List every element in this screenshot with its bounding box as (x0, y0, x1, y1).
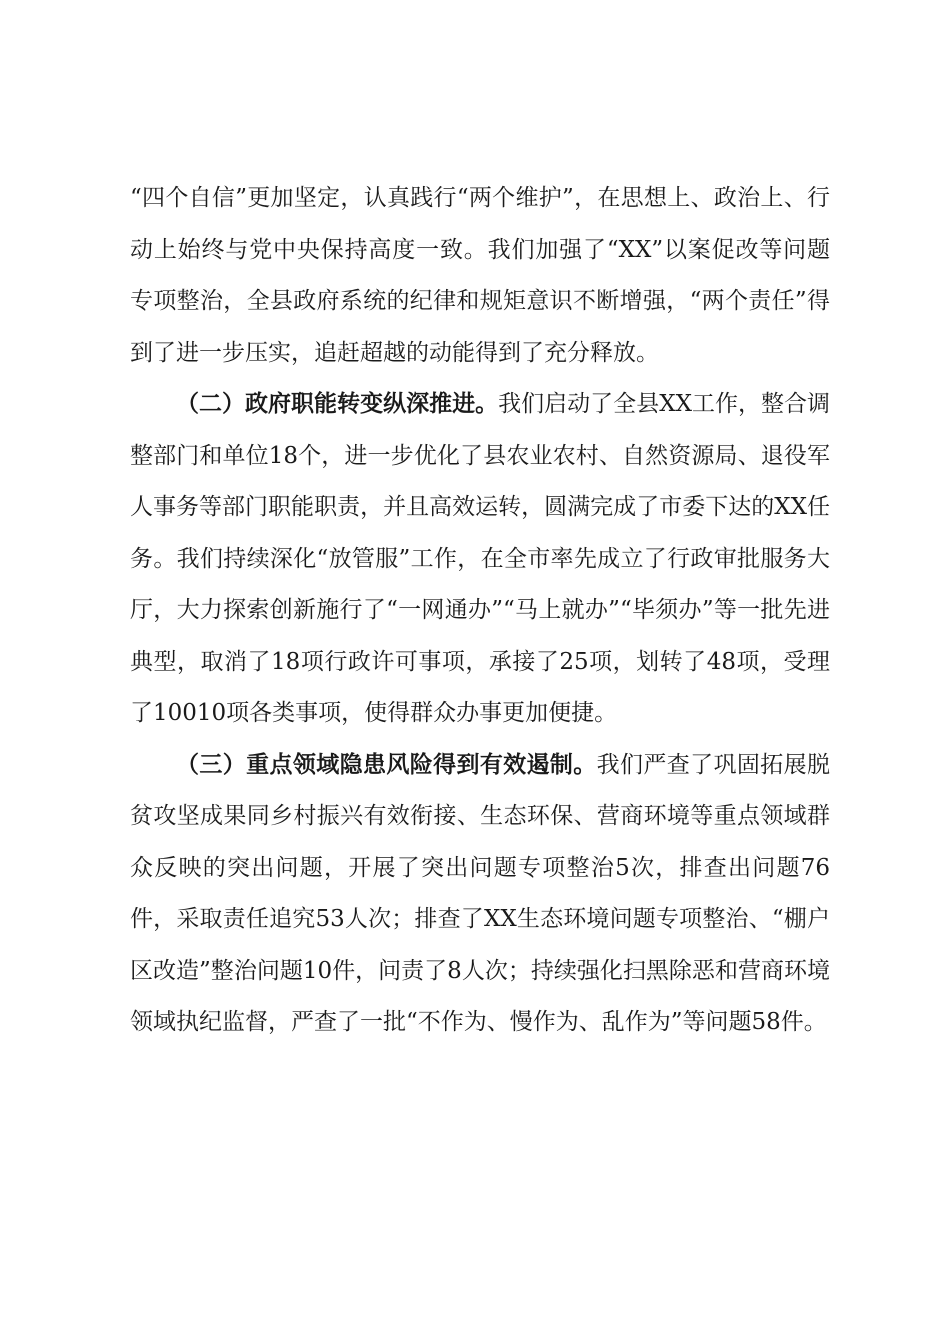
paragraph-body: “四个自信”更加坚定，认真践行“两个维护”，在思想上、政治上、行动上始终与党中央保持高度一致。我们加强了“XX”以案促改等问题专项整治，全县政府系统的纪律和规矩意识不断增强，“两个责任”得到了进一步压实，追赶超越的动能得到了充分释放。 (130, 185, 830, 366)
paragraph-body: 我们严查了巩固拓展脱贫攻坚成果同乡村振兴有效衔接、生态环保、营商环境等重点领域群众反映的突出问题，开展了突出问题专项整治5次，排查出问题76件，采取责任追究53人次；排查了XX生态环境问题专项整治、“棚户区改造”整治问题10件，问责了8人次；持续强化扫黑除恶和营商环境领域执纪监督，严查了一批“不作为、慢作为、乱作为”等问题58件。 (130, 751, 831, 1035)
paragraph-continuation (130, 173, 830, 379)
paragraph-key-area-risks (130, 740, 830, 1049)
section-heading: （三）重点领域隐患风险得到有效遏制。 (176, 751, 597, 778)
document-page (130, 173, 830, 1049)
paragraph-government-functions (130, 379, 830, 740)
section-heading: （二）政府职能转变纵深推进。 (176, 391, 499, 417)
paragraph-body: 我们启动了全县XX工作，整合调整部门和单位18个，进一步优化了县农业农村、自然资源局、退役军人事务等部门职能职责，并且高效运转，圆满完成了市委下达的XX任务。我们持续深化“放管服”工作，在全市率先成立了行政审批服务大厅，大力探索创新施行了“一网通办”“马上就办”“毕须办”等一批先进典型，取消了18项行政许可事项，承接了25项，划转了48项，受理了10010项各类事项，使得群众办事更加便捷。 (130, 391, 831, 726)
